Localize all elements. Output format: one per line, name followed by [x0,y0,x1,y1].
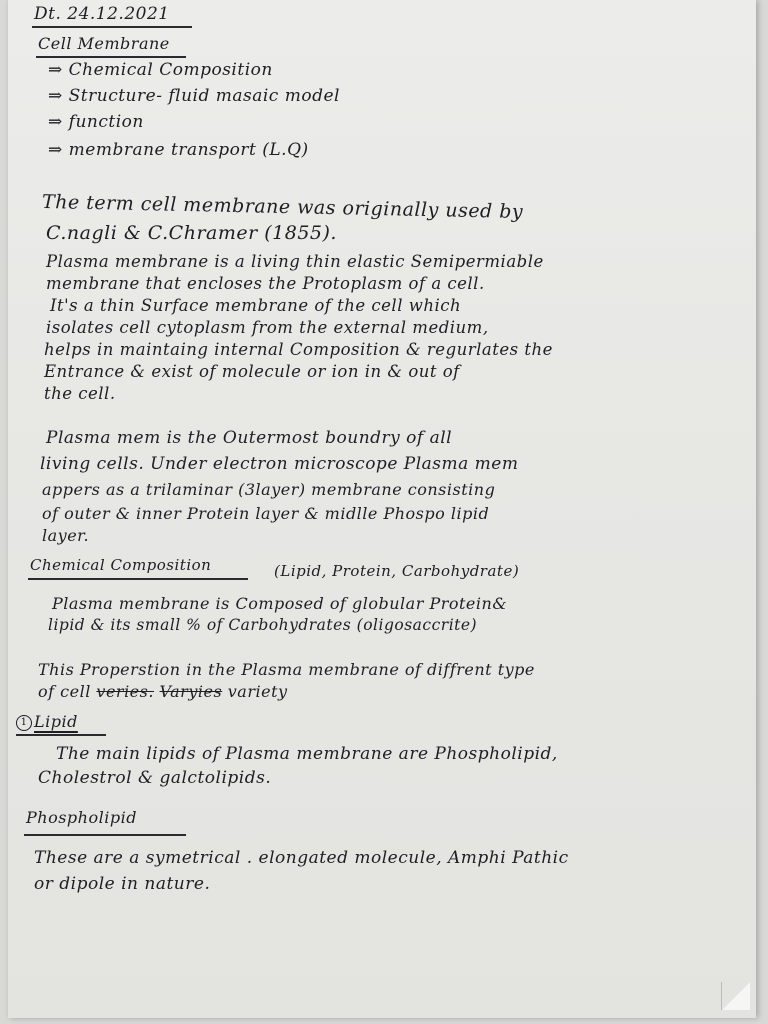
intro-line-9: the cell. [44,384,116,403]
phospholipid-line-1: These are a symetrical . elongated molecule, Amphi Pathic [34,848,569,868]
page-corner-fold [721,982,750,1010]
proportion-line-1: This Properstion in the Plasma membrane of diffrent type [38,660,535,679]
plasma-line-2: living cells. Under electron microscope Plasma mem [40,454,519,474]
outline-item-1: ⇒ Chemical Composition [48,60,273,80]
plasma-line-1: Plasma mem is the Outermost boundry of all [46,428,453,448]
intro-line-1: The term cell membrane was originally used by [41,190,524,224]
phospholipid-line-2: or dipole in nature. [34,874,211,894]
phospholipid-heading: Phospholipid [26,808,137,827]
intro-line-6: isolates cell cytoplasm from the external medium, [46,318,489,337]
chemical-line-2: lipid & its small % of Carbohydrates (oligosaccrite) [48,616,478,634]
lipid-line-1: The main lipids of Plasma membrane are Phospholipid, [56,744,558,764]
page-title: Cell Membrane [38,34,170,53]
intro-line-2: C.nagli & C.Chramer (1855). [46,222,337,244]
proportion-end: variety [227,682,288,701]
title-underline [36,56,186,58]
intro-line-8: Entrance & exist of molecule or ion in & out of [44,362,460,381]
intro-line-3: Plasma membrane is a living thin elastic Semipermiable [46,252,544,271]
chemical-note: (Lipid, Protein, Carbohydrate) [274,562,520,580]
intro-line-4: membrane that encloses the Protoplasm of a cell. [46,274,485,293]
lipid-underline [16,734,106,736]
phospholipid-underline [24,834,186,836]
plasma-line-3: appers as a trilaminar (3layer) membrane consisting [42,480,496,499]
date-underline [32,26,192,28]
lipid-heading-row [16,712,78,731]
chemical-heading-underline [28,578,248,580]
outline-item-2: ⇒ Structure- fluid masaic model [48,86,340,106]
intro-line-5: It's a thin Surface membrane of the cell which [50,296,462,315]
intro-line-7: helps in maintaing internal Composition & regurlates the [44,340,553,359]
date: Dt. 24.12.2021 [34,4,170,24]
outline-item-3: ⇒ function [48,112,144,132]
outline-item-4: ⇒ membrane transport (L.Q) [48,140,309,160]
plasma-line-4: of outer & inner Protein layer & midlle Phospo lipid [42,504,490,523]
lipid-line-2: Cholestrol & galctolipids. [38,768,272,788]
chemical-line-1: Plasma membrane is Composed of globular Protein& [52,594,508,613]
proportion-line-2 [38,682,288,701]
lipid-heading: Lipid [34,712,78,731]
chemical-heading: Chemical Composition [30,556,212,574]
notebook-page [8,0,756,1018]
plasma-line-5: layer. [42,526,90,545]
lipid-number: 1 [16,715,32,731]
struck-word-1: veries. [96,682,154,701]
struck-word-2: Varyies [159,682,223,701]
proportion-start: of cell [38,682,91,701]
